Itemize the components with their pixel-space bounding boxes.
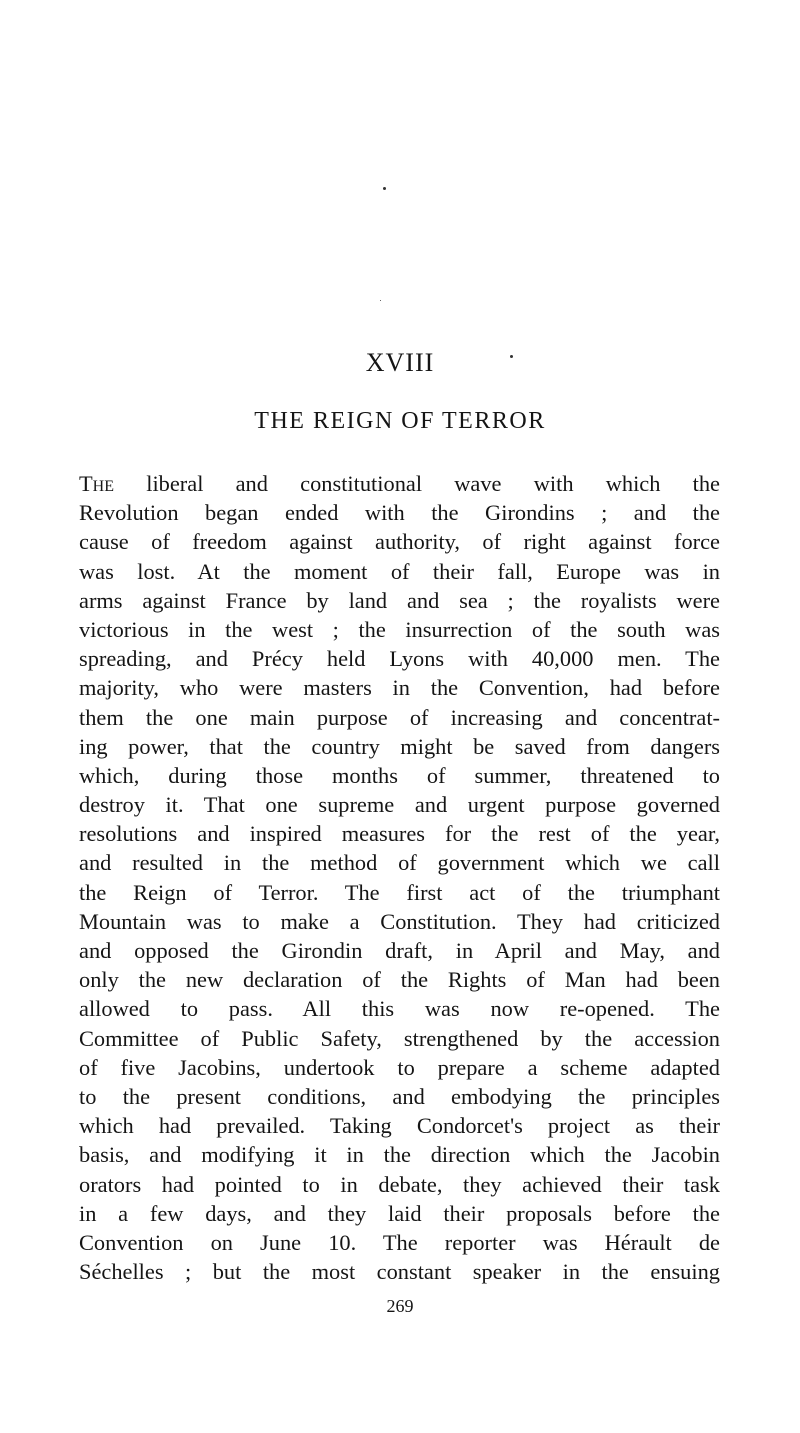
text-line: orators had pointed to in debate, they achieved their task (79, 1171, 720, 1197)
scan-speck (380, 300, 381, 301)
text-line: Mountain was to make a Constitution. They had criticized (79, 908, 720, 934)
text-line: in a few days, and they laid their proposals before the (79, 1200, 720, 1226)
text-line: and opposed the Girondin draft, in April and May, and (79, 938, 720, 963)
page-number: 269 (386, 1296, 414, 1316)
text-line: of five Jacobins, undertook to prepare a scheme adapted (79, 1054, 720, 1080)
text-line: and resulted in the method of government which we call (79, 850, 720, 876)
scan-speck (383, 187, 386, 190)
text-line: The liberal and constitutional wave with which the (79, 471, 720, 496)
text-line: basis, and modifying it in the direction which the Jacobin (79, 1142, 720, 1168)
text-line: cause of freedom against authority, of right against force (79, 529, 720, 555)
chapter-number: XVIII (365, 348, 435, 377)
text-line: was lost. At the moment of their fall, Europe was in (79, 558, 720, 584)
text-line: arms against France by land and sea ; the royalists were (79, 587, 720, 613)
body-text (79, 469, 720, 1286)
text-line: only the new declaration of the Rights of Man had been (79, 967, 720, 993)
text-line: Committee of Public Safety, strengthened by the accession (79, 1025, 720, 1051)
text-line: which had prevailed. Taking Condorcet's project as their (79, 1113, 720, 1139)
text-line: Convention on June 10. The reporter was Hérault de (79, 1229, 720, 1255)
text-line: the Reign of Terror. The first act of the triumphant (79, 879, 720, 905)
text-line: victorious in the west ; the insurrection of the south was (79, 616, 720, 642)
text-line: ing power, that the country might be saved from dangers (79, 733, 720, 759)
text-line: spreading, and Précy held Lyons with 40,000 men. The (79, 646, 720, 672)
text-line: which, during those months of summer, threatened to (79, 762, 720, 788)
text-line: majority, who were masters in the Convention, had before (79, 675, 720, 701)
text-line: Revolution began ended with the Girondins ; and the (79, 500, 720, 526)
text-line: allowed to pass. All this was now re-opened. The (79, 996, 720, 1022)
chapter-title: THE REIGN OF TERROR (254, 408, 546, 434)
text-line: to the present conditions, and embodying the principles (79, 1083, 720, 1109)
text-line: resolutions and inspired measures for the rest of the year, (79, 821, 720, 847)
text-line: destroy it. That one supreme and urgent purpose governed (79, 792, 720, 818)
drop-word: The (79, 471, 115, 496)
text-line: them the one main purpose of increasing and concentrat- (79, 704, 720, 730)
text-line: Séchelles ; but the most constant speaker in the ensuing (79, 1259, 720, 1285)
